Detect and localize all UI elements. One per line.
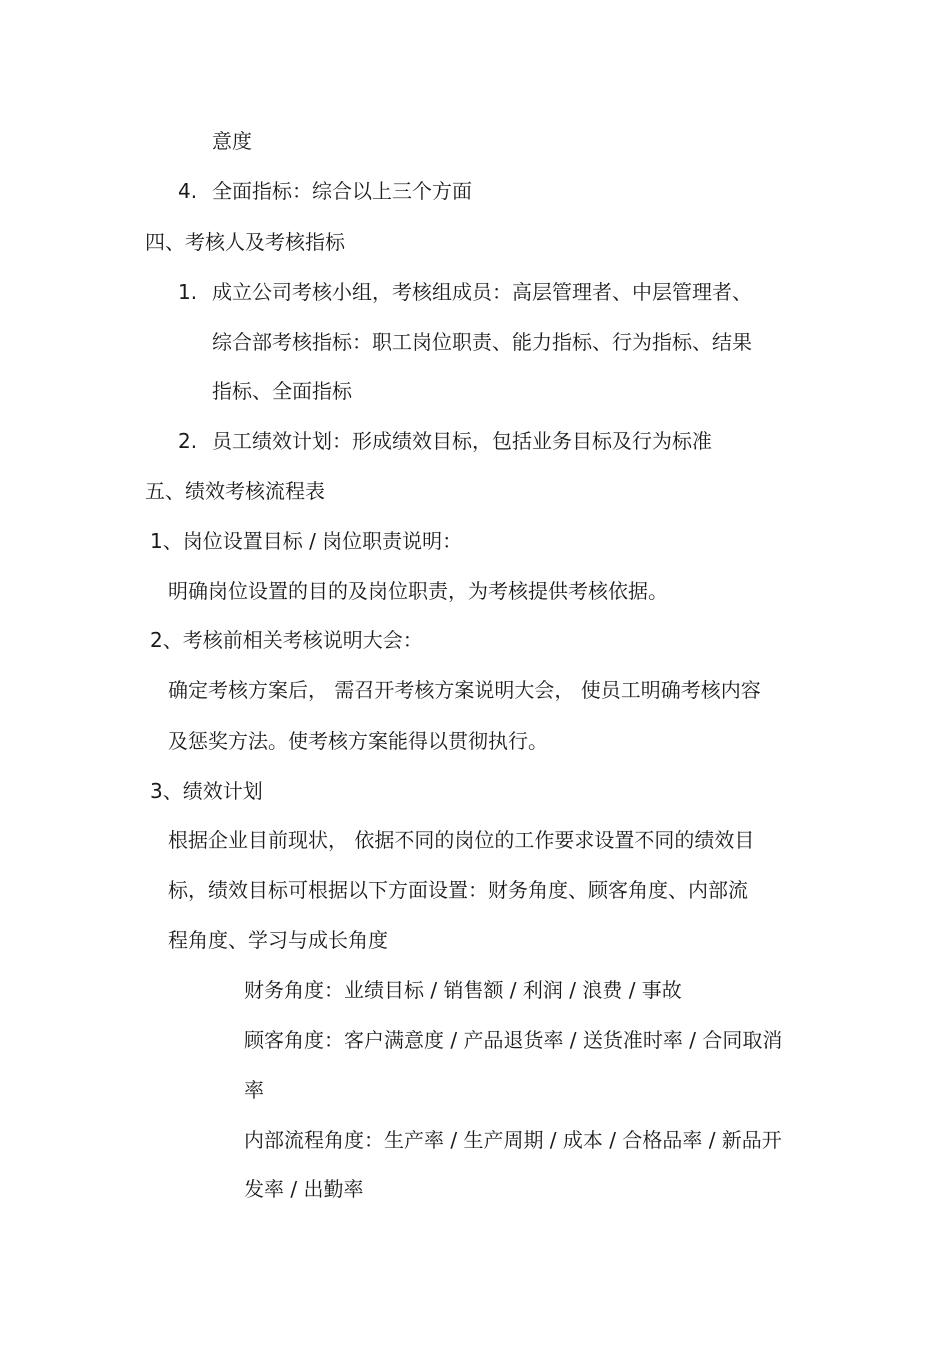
subsection-heading-1: 1、岗位设置目标 / 岗位职责说明：	[150, 529, 463, 553]
list-item-1	[178, 278, 752, 306]
paragraph-line: 明确岗位设置的目的及岗位职责，为考核提供考核依据。	[168, 579, 668, 603]
subsection-heading-2: 2、考核前相关考核说明大会：	[150, 628, 423, 652]
list-item-4	[178, 177, 472, 205]
list-item-2	[178, 427, 712, 455]
indented-detail-line: 率	[244, 1078, 264, 1102]
paragraph-line: 确定考核方案后， 需召开考核方案说明大会， 使员工明确考核内容	[168, 678, 761, 702]
list-number: 2.	[178, 429, 198, 453]
list-item-continuation: 指标、全面指标	[212, 379, 352, 403]
paragraph-line: 标，绩效目标可根据以下方面设置：财务角度、顾客角度、内部流	[168, 878, 748, 902]
indented-detail-line: 财务角度：业绩目标 / 销售额 / 利润 / 浪费 / 事故	[244, 978, 682, 1002]
indented-detail-line: 发率 / 出勤率	[244, 1177, 364, 1201]
paragraph-line: 程角度、学习与成长角度	[168, 928, 388, 952]
indented-detail-line: 顾客角度：客户满意度 / 产品退货率 / 送货准时率 / 合同取消	[244, 1028, 783, 1052]
section-heading-4: 四、考核人及考核指标	[145, 230, 345, 254]
list-item-text: 全面指标：综合以上三个方面	[212, 179, 472, 203]
list-item-text: 成立公司考核小组，考核组成员：高层管理者、中层管理者、	[212, 280, 752, 304]
list-number: 1.	[178, 280, 198, 304]
subsection-heading-3: 3、绩效计划	[150, 779, 263, 803]
list-item-continuation: 综合部考核指标：职工岗位职责、能力指标、行为指标、结果	[212, 330, 752, 354]
list-number: 4.	[178, 179, 198, 203]
paragraph-line: 根据企业目前现状， 依据不同的岗位的工作要求设置不同的绩效目	[168, 828, 755, 852]
indented-detail-line: 内部流程角度：生产率 / 生产周期 / 成本 / 合格品率 / 新品开	[244, 1128, 782, 1152]
section-heading-5: 五、绩效考核流程表	[145, 479, 325, 503]
continued-text-line: 意度	[212, 129, 252, 153]
paragraph-line: 及惩奖方法。使考核方案能得以贯彻执行。	[168, 729, 548, 753]
list-item-text: 员工绩效计划：形成绩效目标，包括业务目标及行为标准	[212, 429, 712, 453]
